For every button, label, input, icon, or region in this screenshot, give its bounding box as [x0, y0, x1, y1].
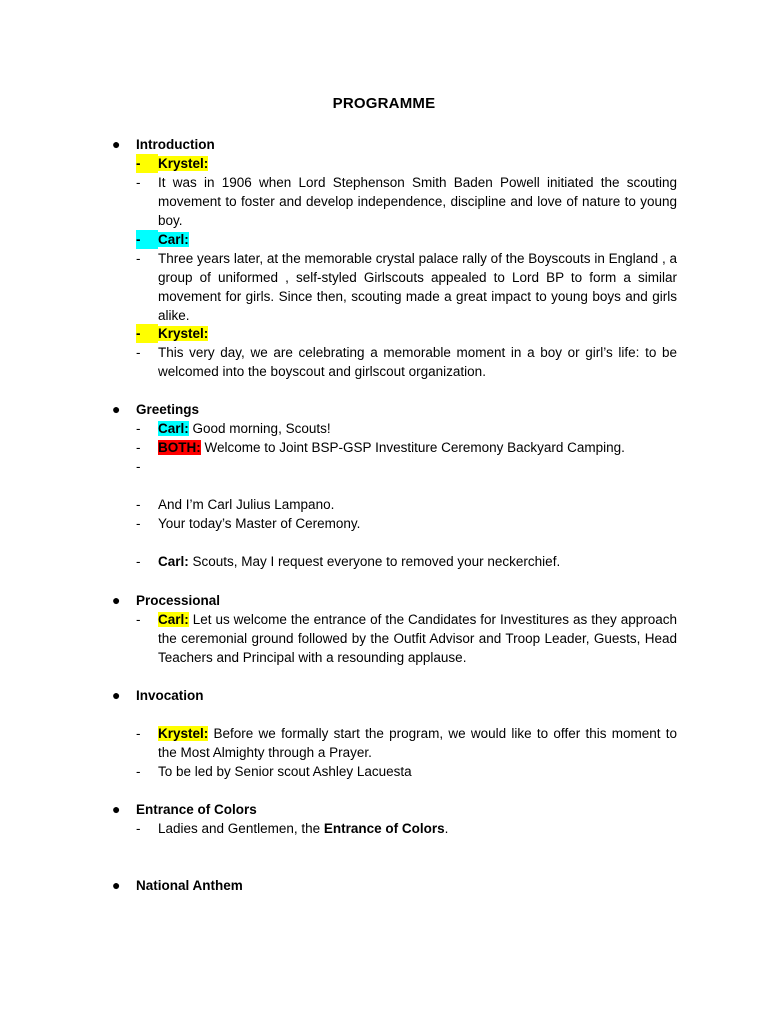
item-text: Let us welcome the entrance of the Candidates for Investitures as they approach the ceremonial ground followed by the Outfit Advisor and Troop Leader, Guests, Head Teachers and Principal with a resounding applause.: [158, 612, 677, 665]
item-text: And I’m Carl Julius Lampano.: [158, 497, 335, 512]
dash-marker: -: [136, 497, 141, 512]
item-text: Your today’s Master of Ceremony.: [158, 516, 361, 531]
section-heading-entrance-of-colors: Entrance of Colors: [136, 802, 257, 817]
list-item: [136, 438, 677, 457]
page-title: PROGRAMME: [332, 95, 436, 112]
speaker-label: Krystel:: [158, 326, 209, 341]
section-heading-processional: Processional: [136, 593, 221, 608]
dash-marker: -: [136, 554, 141, 569]
speaker-label: Krystel:: [158, 156, 209, 171]
speaker-label: Krystel:: [158, 726, 209, 741]
dash-marker: -: [136, 726, 141, 741]
item-text: It was in 1906 when Lord Stephenson Smith Baden Powell initiated the scouting movement to foster and develop independence, discipline and love of nature to young boy.: [158, 175, 677, 228]
section-heading-greetings: Greetings: [136, 402, 200, 417]
dash-marker: -: [136, 251, 141, 266]
dash-marker: -: [136, 154, 158, 173]
list-item: [136, 419, 677, 438]
dash-marker: -: [136, 440, 141, 455]
section-heading-introduction: Introduction: [136, 137, 215, 152]
list-item: [136, 610, 677, 667]
dash-marker: -: [136, 230, 158, 249]
item-text-bold: Entrance of Colors: [323, 821, 445, 836]
dash-marker: -: [136, 459, 141, 474]
item-text: Good morning, Scouts!: [188, 421, 331, 436]
item-text: Three years later, at the memorable crystal palace rally of the Boyscouts in England , a group of uniformed , self-styled Girlscouts appealed to Lord BP to form a similar movement for girls. Since then, scouting made a great impact to young boys and girls alike.: [158, 251, 677, 323]
item-text: Welcome to Joint BSP-GSP Investiture Ceremony Backyard Camping.: [200, 440, 625, 455]
list-item: [136, 514, 677, 533]
dash-marker: -: [136, 821, 141, 836]
list-item: [136, 495, 677, 514]
list-item: [136, 819, 677, 838]
dash-marker: -: [136, 612, 141, 627]
item-text: Ladies and Gentlemen, the: [158, 821, 324, 836]
dash-marker: -: [136, 764, 141, 779]
dash-marker: -: [136, 421, 141, 436]
section-heading-invocation: Invocation: [136, 688, 204, 703]
bullet-icon: ●: [112, 877, 121, 893]
list-item: [136, 724, 677, 762]
speaker-label: Carl:: [158, 612, 189, 627]
item-text: This very day, we are celebrating a memorable moment in a boy or girl’s life: to be welcomed into the boyscout and girlscout organization.: [158, 345, 677, 379]
item-text: Scouts, May I request everyone to removed your neckerchief.: [188, 554, 561, 569]
section-heading-national-anthem: National Anthem: [136, 878, 243, 893]
list-item: [136, 230, 677, 249]
list-item: [136, 343, 677, 381]
bullet-icon: ●: [112, 136, 121, 152]
bullet-icon: ●: [112, 401, 121, 417]
list-item: [136, 173, 677, 230]
list-item: [136, 154, 677, 173]
item-text: Before we formally start the program, we would like to offer this moment to the Most Almighty through a Prayer.: [158, 726, 677, 760]
speaker-label: Carl:: [158, 421, 189, 436]
item-text: .: [444, 821, 449, 836]
dash-marker: -: [136, 345, 141, 360]
speaker-label: Carl:: [158, 554, 189, 569]
speaker-label: BOTH:: [158, 440, 201, 455]
dash-marker: -: [136, 324, 158, 343]
list-item: [136, 762, 677, 781]
list-item: [136, 249, 677, 325]
dash-marker: -: [136, 516, 141, 531]
item-text: To be led by Senior scout Ashley Lacuesta: [158, 764, 412, 779]
speaker-label: Carl:: [158, 232, 189, 247]
dash-marker: -: [136, 175, 141, 190]
list-item: [136, 324, 677, 343]
bullet-icon: ●: [112, 687, 121, 703]
bullet-icon: ●: [112, 801, 121, 817]
bullet-icon: ●: [112, 592, 121, 608]
list-item: [136, 552, 677, 571]
